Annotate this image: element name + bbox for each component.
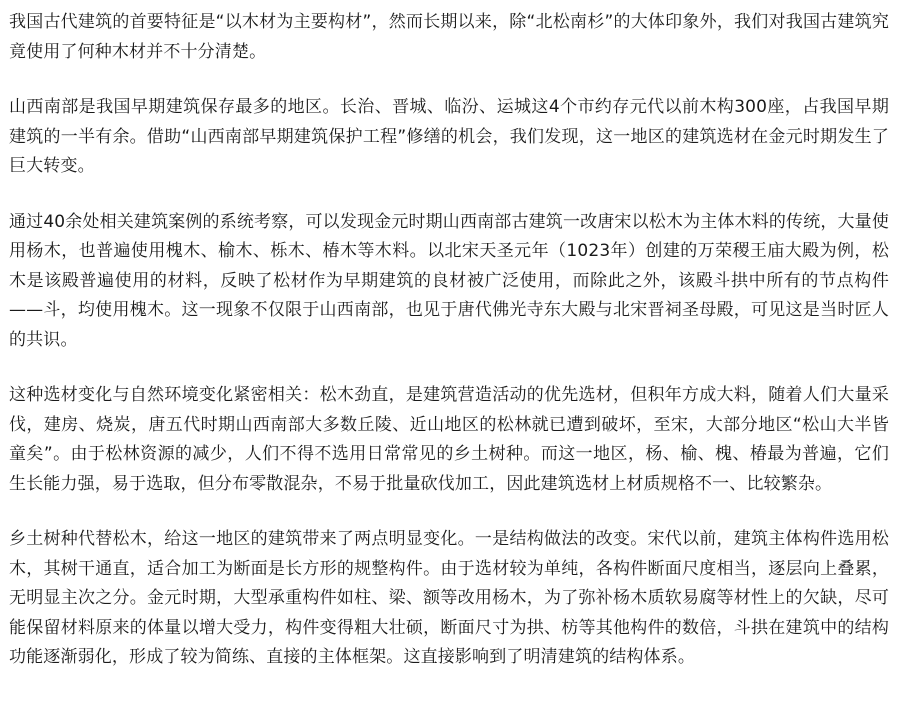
paragraph-2: 山西南部是我国早期建筑保存最多的地区。长治、晋城、临汾、运城这4个市约存元代以前木构300座，占我国早期建筑的一半有余。借助“山西南部早期建筑保护工程”修缮的机会，我们发现，这一地区的建筑选材在金元时期发生了巨大转变。 [9, 97, 889, 176]
article-body [9, 8, 889, 673]
paragraph-1: 我国古代建筑的首要特征是“以木材为主要构材”，然而长期以来，除“北松南杉”的大体印象外，我们对我国古建筑究竟使用了何种木材并不十分清楚。 [9, 12, 889, 62]
paragraph-3: 通过40余处相关建筑案例的系统考察，可以发现金元时期山西南部古建筑一改唐宋以松木为主体木料的传统，大量使用杨木，也普遍使用槐木、榆木、栎木、椿木等木料。以北宋天圣元年（1023年）创建的万荣稷王庙大殿为例，松木是该殿普遍使用的材料，反映了松材作为早期建筑的良材被广泛使用，而除此之外，该殿斗拱中所有的节点构件——斗，均使用槐木。这一现象不仅限于山西南部，也见于唐代佛光寺东大殿与北宋晋祠圣母殿，可见这是当时匠人的共识。 [9, 211, 889, 350]
paragraph-4: 这种选材变化与自然环境变化紧密相关：松木劲直，是建筑营造活动的优先选材，但积年方成大料，随着人们大量采伐，建房、烧炭，唐五代时期山西南部大多数丘陵、近山地区的松林就已遭到破坏，至宋，大部分地区“松山大半皆童矣”。由于松林资源的减少，人们不得不选用日常常见的乡土树种。而这一地区，杨、榆、槐、椿最为普遍，它们生长能力强，易于选取，但分布零散混杂，不易于批量砍伐加工，因此建筑选材上材质规格不一、比较繁杂。 [9, 385, 889, 494]
paragraph-5: 乡土树种代替松木，给这一地区的建筑带来了两点明显变化。一是结构做法的改变。宋代以前，建筑主体构件选用松木，其树干通直，适合加工为断面是长方形的规整构件。由于选材较为单纯，各构件断面尺度相当，逐层向上叠累，无明显主次之分。金元时期，大型承重构件如柱、梁、额等改用杨木，为了弥补杨木质软易腐等材性上的欠缺，尽可能保留材料原来的体量以增大受力，构件变得粗大壮硕，断面尺寸为拱、枋等其他构件的数倍，斗拱在建筑中的结构功能逐渐弱化，形成了较为简练、直接的主体框架。这直接影响到了明清建筑的结构体系。 [9, 529, 889, 667]
